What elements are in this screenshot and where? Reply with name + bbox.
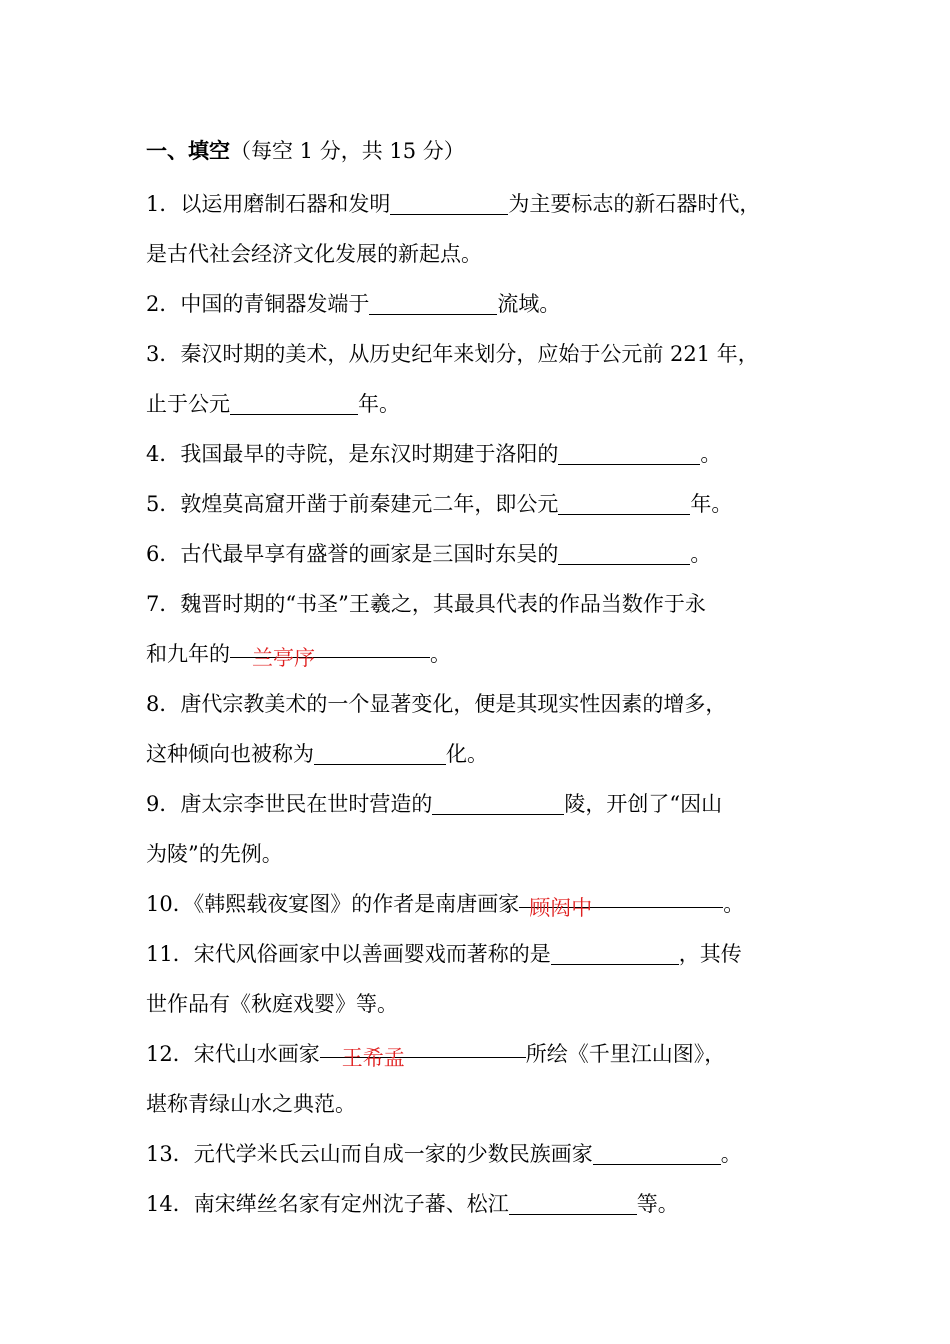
question-text: 陵，开创了“因山 <box>564 792 723 816</box>
answer-blank <box>558 440 700 465</box>
question-3-line-1 <box>146 329 826 379</box>
question-10-line-1 <box>146 879 826 929</box>
question-3-line-2 <box>146 379 826 429</box>
question-text: 9．唐太宗李世民在世时营造的 <box>146 792 433 816</box>
question-7-line-2 <box>146 629 826 679</box>
question-text: 13．元代学米氏云山而自成一家的少数民族画家 <box>146 1142 593 1166</box>
question-1-line-1 <box>146 179 826 229</box>
question-text: 4．我国最早的寺院，是东汉时期建于洛阳的 <box>146 442 559 466</box>
answer-blank <box>519 883 723 920</box>
answer-blank <box>320 1033 526 1070</box>
question-8-line-1 <box>146 679 826 729</box>
question-text: 年。 <box>690 492 733 516</box>
question-12-line-1 <box>146 1029 826 1079</box>
answer-blank <box>593 1140 721 1165</box>
question-text: 7．魏晋时期的“书圣”王羲之，其最具代表的作品当数作于永 <box>146 592 706 616</box>
question-text: 。 <box>720 1142 742 1166</box>
section-scoring-note: （每空 1 分，共 15 分） <box>230 139 465 163</box>
question-text: 为陵”的先例。 <box>146 842 283 866</box>
exam-page <box>146 131 826 1229</box>
question-text: 12．宋代山水画家 <box>146 1042 320 1066</box>
answer-blank <box>230 633 430 670</box>
question-text: 5．敦煌莫高窟开凿于前秦建元二年，即公元 <box>146 492 559 516</box>
answer-blank <box>509 1190 637 1215</box>
question-text: 8．唐代宗教美术的一个显著变化，便是其现实性因素的增多， <box>146 692 727 716</box>
question-text: 止于公元 <box>146 392 230 416</box>
section-heading-label: 一、填空 <box>146 138 230 163</box>
question-text: 2．中国的青铜器发端于 <box>146 292 370 316</box>
question-7-line-1 <box>146 579 826 629</box>
question-text: ，其传 <box>678 942 742 966</box>
question-9-line-2 <box>146 829 826 879</box>
question-4-line-1 <box>146 429 826 479</box>
question-text: 世作品有《秋庭戏婴》等。 <box>146 992 398 1016</box>
question-11-line-1 <box>146 929 826 979</box>
question-text: 这种倾向也被称为 <box>146 742 314 766</box>
answer-blank <box>369 290 497 315</box>
question-12-line-2 <box>146 1079 826 1129</box>
question-2-line-1 <box>146 279 826 329</box>
question-11-line-2 <box>146 979 826 1029</box>
question-text: 1．以运用磨制石器和发明 <box>146 192 391 216</box>
question-text: 。 <box>723 892 745 916</box>
question-text: 年。 <box>358 392 400 416</box>
question-text: 3．秦汉时期的美术，从历史纪年来划分，应始于公元前 221 年， <box>146 342 759 366</box>
question-5-line-1 <box>146 479 826 529</box>
answer-blank <box>551 940 679 965</box>
question-text: 流域。 <box>497 292 561 316</box>
question-9-line-1 <box>146 779 826 829</box>
question-text: 和九年的 <box>146 642 230 666</box>
question-text: 11．宋代风俗画家中以善画婴戏而著称的是 <box>146 942 551 966</box>
question-text: 。 <box>700 442 722 466</box>
filled-answer: 王希孟 <box>341 1046 405 1070</box>
question-text: 所绘《千里江山图》， <box>525 1042 726 1066</box>
question-6-line-1 <box>146 529 826 579</box>
question-14-line-1 <box>146 1179 826 1229</box>
question-text: 10．《韩熙载夜宴图》的作者是南唐画家 <box>146 892 520 916</box>
filled-answer: 兰亭序 <box>252 646 315 670</box>
filled-answer: 顾闳中 <box>529 896 593 920</box>
question-text: 为主要标志的新石器时代， <box>508 192 761 216</box>
question-13-line-1 <box>146 1129 826 1179</box>
question-text: 。 <box>690 542 712 566</box>
question-text: 堪称青绿山水之典范。 <box>146 1092 356 1116</box>
question-text: 6．古代最早享有盛誉的画家是三国时东吴的 <box>146 542 559 566</box>
answer-blank <box>390 190 508 215</box>
question-text: 是古代社会经济文化发展的新起点。 <box>146 242 482 266</box>
question-text: 14．南宋缂丝名家有定州沈子蕃、松江 <box>146 1192 509 1216</box>
answer-blank <box>558 540 690 565</box>
answer-blank <box>432 790 564 815</box>
question-1-line-2 <box>146 229 826 279</box>
question-text: 化。 <box>446 742 488 766</box>
answer-blank <box>230 390 358 415</box>
question-text: 等。 <box>636 1192 679 1216</box>
question-8-line-2 <box>146 729 826 779</box>
section-heading <box>146 131 826 171</box>
answer-blank <box>558 490 690 515</box>
question-text: 。 <box>430 642 451 666</box>
answer-blank <box>314 740 446 765</box>
